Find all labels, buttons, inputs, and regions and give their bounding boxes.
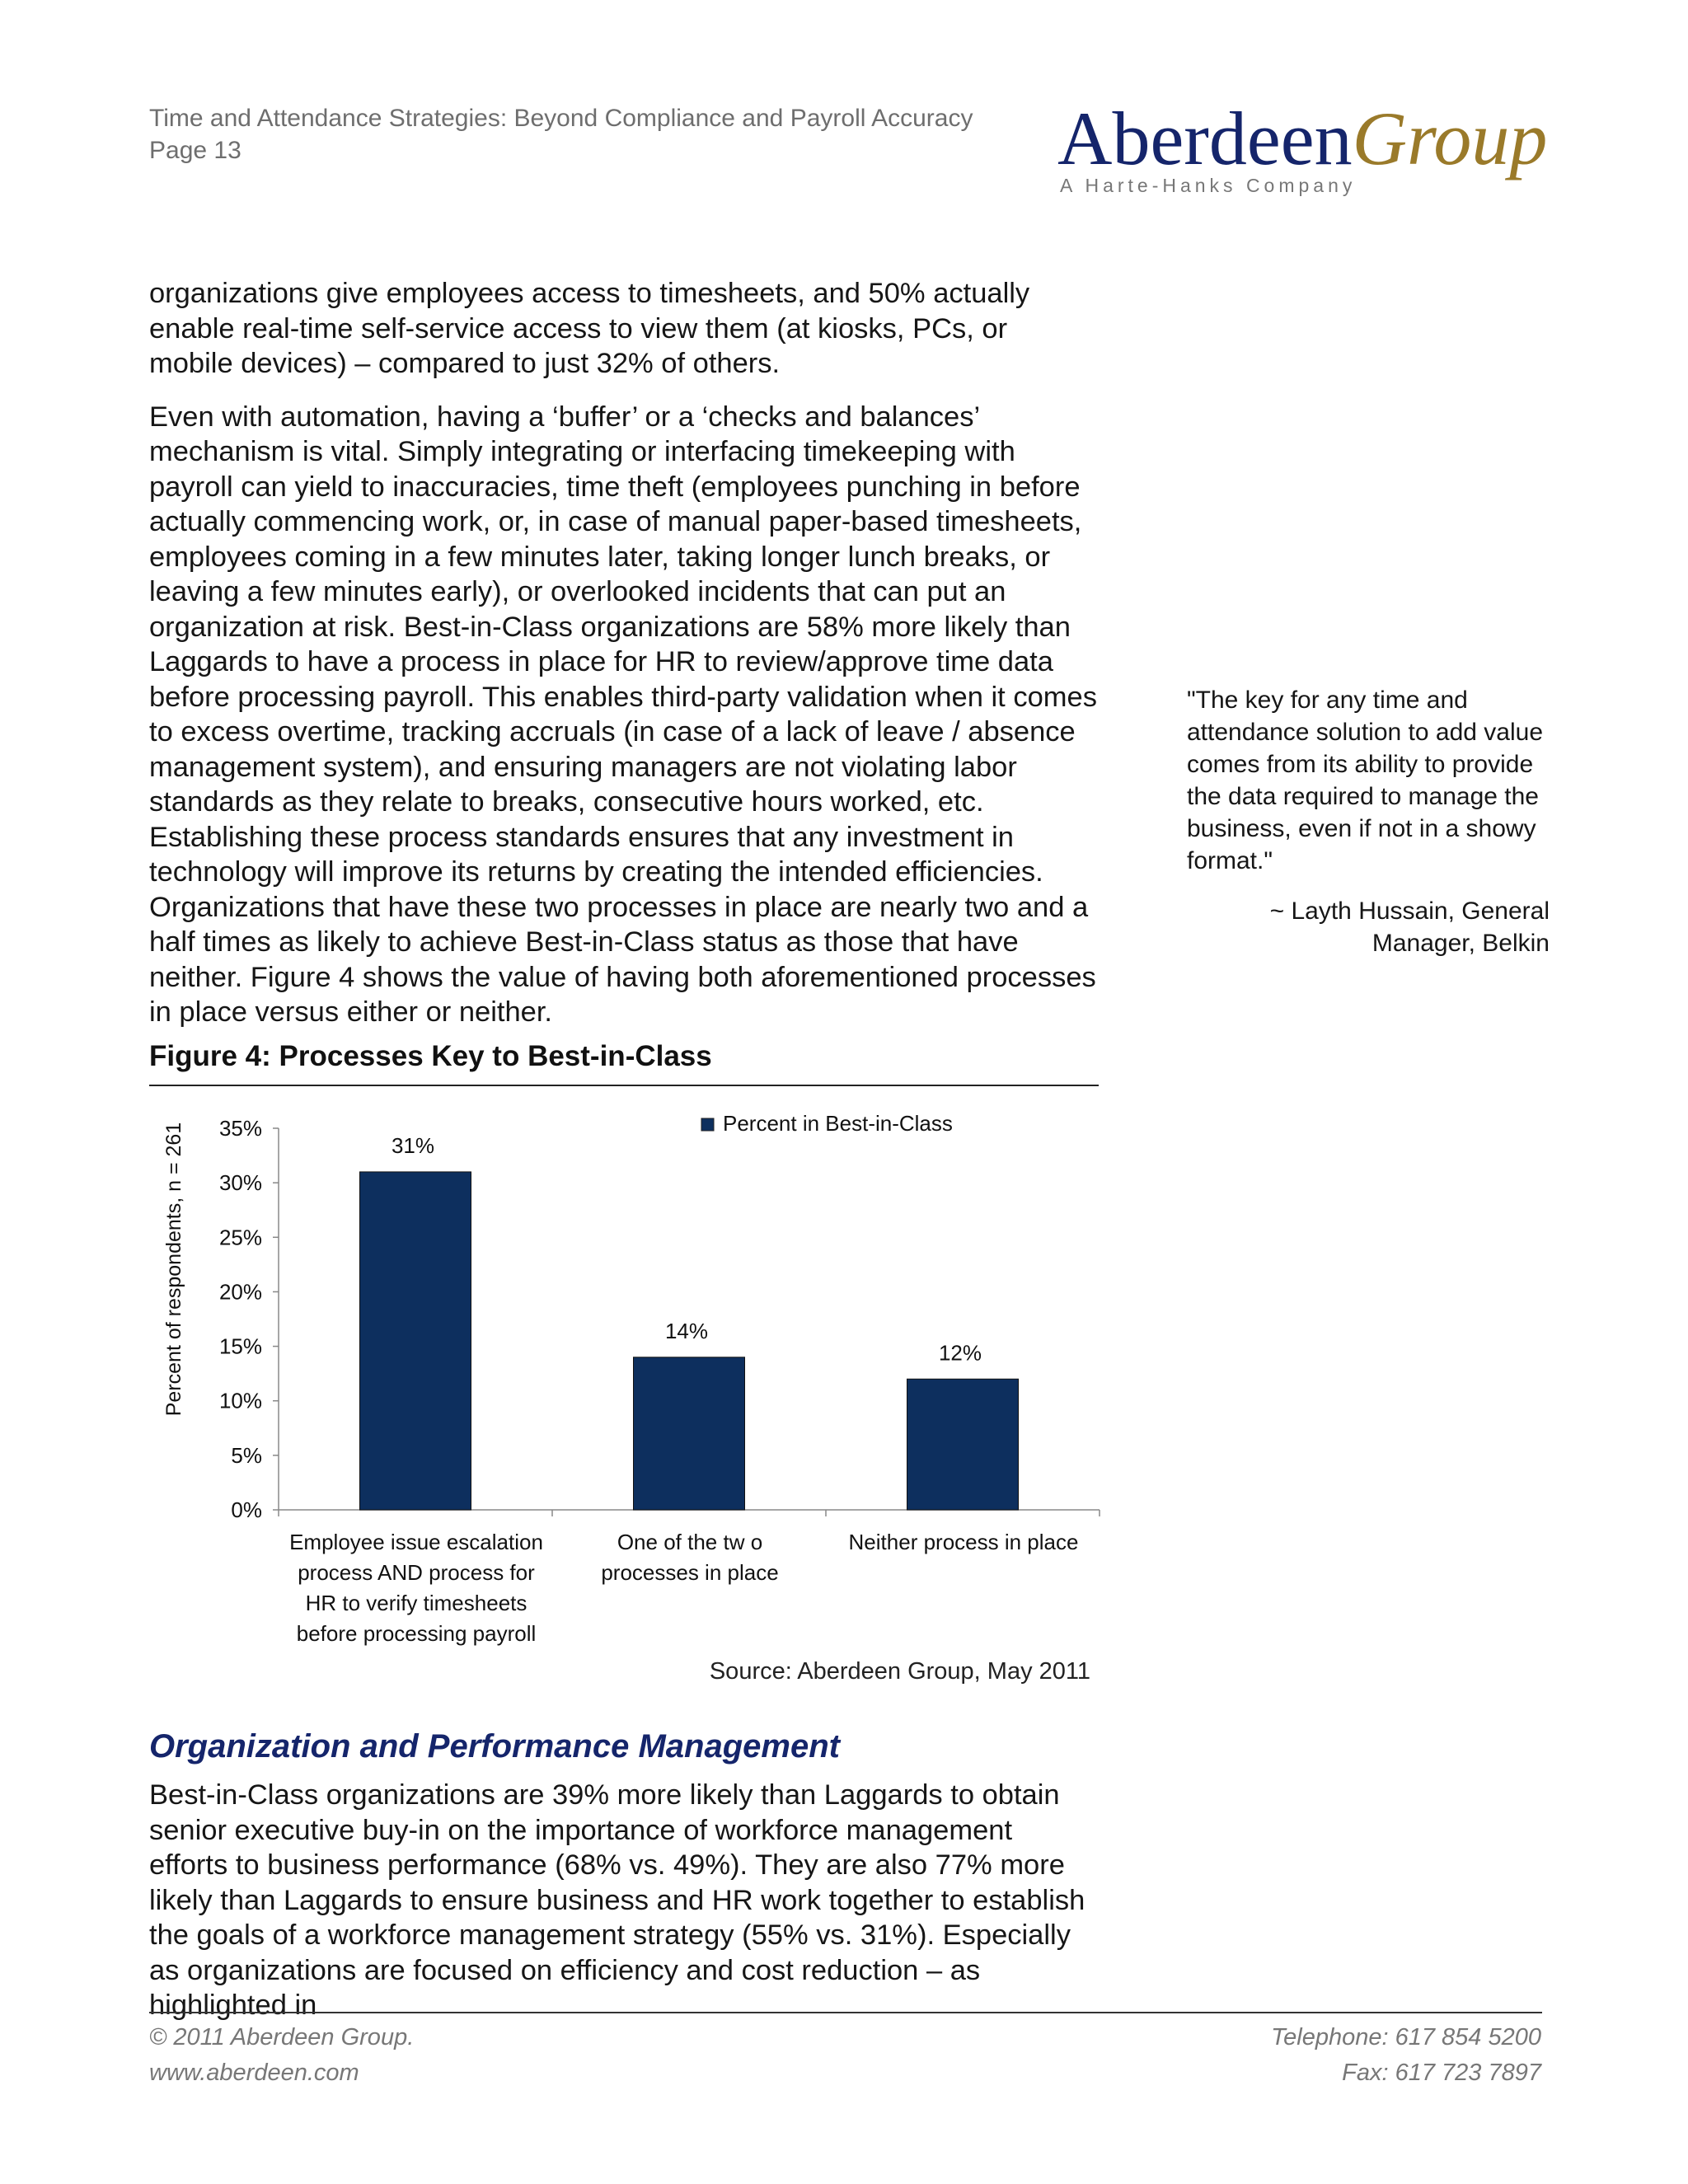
footer-divider	[149, 2012, 1542, 2013]
figure-divider	[149, 1085, 1099, 1086]
category-label: Employee issue escalation	[289, 1530, 543, 1554]
chart-legend	[701, 1111, 953, 1136]
category-label: Neither process in place	[848, 1530, 1079, 1554]
aberdeen-group-logo	[1057, 96, 1548, 199]
category-label: processes in place	[601, 1560, 779, 1585]
section-paragraph: Best-in-Class organizations are 39% more likely than Laggards to obtain senior executive buy-in on the importance of workforce management efforts to business performance (68% vs. 49%). They are also 77% more likely than Laggards to ensure business and HR work together to establish the goals of a workforce management strategy (55% vs. 31%). Especially as organizations are focused on efficiency and cost reduction – as highlighted in	[149, 1779, 1085, 2021]
y-tick-label: 0%	[231, 1497, 262, 1522]
footer-right	[1271, 2020, 1541, 2091]
logo-word-aberdeen: Aberdeen	[1057, 96, 1353, 180]
logo-word-group: Group	[1352, 96, 1548, 180]
bar-value-label: 14%	[664, 1318, 709, 1343]
footer-telephone: Telephone: 617 854 5200	[1271, 2024, 1541, 2050]
bar	[360, 1172, 471, 1510]
figure-title: Figure 4: Processes Key to Best-in-Class	[149, 1040, 712, 1072]
page-number: Page 13	[149, 137, 241, 164]
y-tick-label: 30%	[218, 1170, 262, 1196]
section-title: Organization and Performance Management	[149, 1728, 840, 1765]
bar-chart	[149, 1092, 1105, 1657]
bar	[907, 1379, 1019, 1510]
footer-fax: Fax: 617 723 7897	[1342, 2060, 1541, 2086]
y-tick-label: 15%	[218, 1333, 262, 1359]
category-label: HR to verify timesheets	[305, 1591, 528, 1615]
legend-label: Percent in Best-in-Class	[723, 1111, 953, 1136]
body-column	[149, 276, 1097, 1030]
footer-copyright: © 2011 Aberdeen Group.	[149, 2024, 415, 2050]
footer-website[interactable]: www.aberdeen.com	[149, 2060, 359, 2086]
y-tick-label: 10%	[218, 1388, 262, 1413]
footer-left	[149, 2020, 414, 2091]
y-tick-label: 25%	[218, 1225, 262, 1250]
category-label: One of the tw o	[617, 1530, 763, 1554]
bar-value-label: 12%	[938, 1340, 982, 1366]
y-tick-label: 5%	[231, 1442, 262, 1468]
section-body	[149, 1778, 1097, 2023]
legend-swatch	[701, 1118, 714, 1131]
figure-source: Source: Aberdeen Group, May 2011	[709, 1658, 1090, 1685]
body-paragraph-1: organizations give employees access to timesheets, and 50% actually enable real-time self-service access to view them (at kiosks, PCs, or mobile devices) – compared to just 32% of others.	[149, 278, 1030, 379]
quote-text: "The key for any time and attendance solution to add value comes from its ability to provide the data required to manage the business, even if not in a showy format."	[1187, 687, 1543, 874]
document-title: Time and Attendance Strategies: Beyond Compliance and Payroll Accuracy	[149, 105, 973, 132]
category-label: before processing payroll	[296, 1621, 537, 1646]
bar	[634, 1357, 745, 1510]
logo-tagline: A Harte-Hanks Company	[1060, 175, 1357, 196]
category-label: process AND process for	[298, 1560, 535, 1585]
quote-attribution: ~ Layth Hussain, General Manager, Belkin	[1269, 898, 1550, 957]
y-tick-label: 35%	[218, 1116, 262, 1141]
sidebar-quote	[1187, 684, 1550, 959]
y-axis-label: Percent of respondents, n = 261	[162, 1122, 185, 1417]
body-paragraph-2: Even with automation, having a ‘buffer’ or a ‘checks and balances’ mechanism is vital. Simply integrating or interfacing timekeeping with payroll can yield to inaccuracies, time theft (employees punching in before actually commencing work, or, in case of manual paper-based timesheets, employees coming in a few minutes later, taking longer lunch breaks, or leaving a few minutes early), or overlooked incidents that can put an organization at risk. Best-in-Class organizations are 58% more likely than Laggards to have a process in place for HR to review/approve time data before processing payroll. This enables third-party validation when it comes to excess overtime, tracking accruals (in case of a lack of leave / absence management system), and ensuring managers are not violating labor standards as they relate to breaks, consecutive hours worked, etc. Establishing these process standards ensures that any investment in technology will improve its returns by creating the intended efficiencies. Organizations that have these two processes in place are nearly two and a half times as likely to achieve Best-in-Class status as those that have neither. Figure 4 shows the value of having both aforementioned processes in place versus either or neither.	[149, 401, 1097, 1028]
bar-value-label: 31%	[391, 1132, 435, 1158]
page-header	[149, 102, 973, 166]
y-tick-label: 20%	[218, 1279, 262, 1305]
